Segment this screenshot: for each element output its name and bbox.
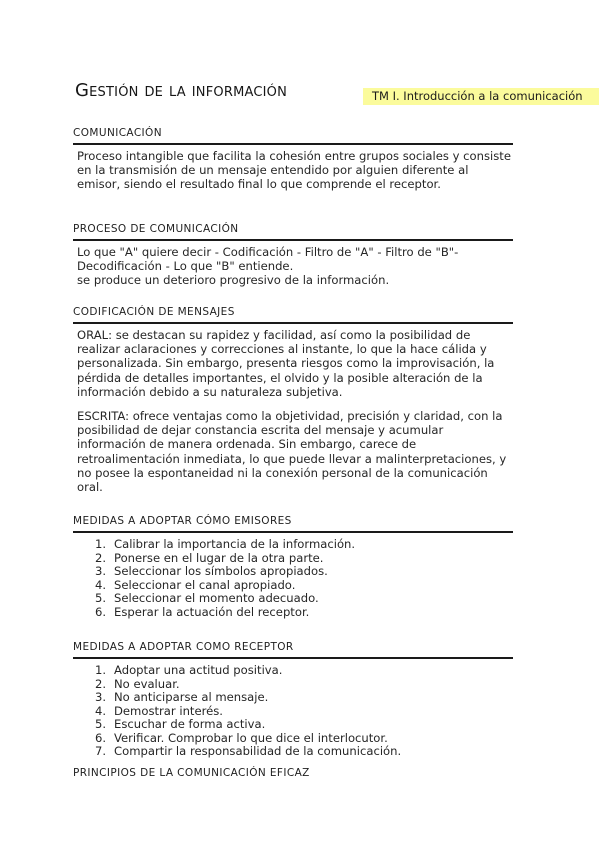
section-heading: CODIFICACIÓN DE MENSAJES: [73, 306, 235, 318]
list-item: 2. Ponerse en el lugar de la otra parte.: [95, 550, 324, 565]
list-item: 1. Calibrar la importancia de la información.: [95, 537, 356, 551]
proceso-line-3: se produce un deterioro progresivo de la información.: [77, 273, 390, 288]
section-heading: MEDIDAS A ADOPTAR CÓMO EMISORES: [73, 515, 292, 527]
emisores-list: [73, 538, 513, 619]
proceso-line-2: Decodificación - Lo que "B" entiende.: [77, 259, 294, 274]
section-divider: [73, 239, 513, 241]
section-body: [77, 149, 513, 192]
list-item: 4. Seleccionar el canal apropiado.: [95, 577, 296, 592]
proceso-line-1: Lo que "A" quiere decir - Codificación - Filtro de "A" - Filtro de "B"-: [77, 245, 459, 259]
section-receptor: [73, 641, 513, 759]
section-body: [77, 245, 513, 288]
section-heading-principios: PRINCIPIOS DE LA COMUNICACIÓN EFICAZ: [73, 767, 310, 779]
section-proceso: [73, 223, 513, 288]
list-item: 1. Adoptar una actitud positiva.: [95, 663, 283, 677]
list-item: 3. Seleccionar los símbolos apropiados.: [95, 564, 328, 578]
list-item: 5. Seleccionar el momento adecuado.: [95, 591, 319, 605]
section-divider: [73, 322, 513, 324]
topic-tag-label: TM I. Introducción a la comunicación: [372, 89, 583, 103]
list-item: 7. Compartir la responsabilidad de la comunicación.: [95, 744, 402, 758]
section-heading: PROCESO DE COMUNICACIÓN: [73, 223, 239, 235]
page-title: Gestión de la información: [75, 80, 288, 101]
topic-tag: [363, 88, 599, 105]
section-heading: MEDIDAS A ADOPTAR COMO RECEPTOR: [73, 641, 294, 653]
oral-paragraph: ORAL: se destacan su rapidez y facilidad, así como la posibilidad de realizar aclaraciones y correcciones al instante, lo que la hace cálida y personalizada. Sin embargo, presenta riesgos como la improvisación, la pérdida de detalles importantes, el olvido y la posible alteración de la información debido a su naturaleza subjetiva.: [77, 328, 495, 399]
section-heading: COMUNICACIÓN: [73, 127, 162, 139]
section-comunicacion: [73, 127, 513, 192]
list-item: 4. Demostrar interés.: [95, 703, 223, 718]
section-divider: [73, 143, 513, 145]
receptor-list: [73, 664, 513, 759]
comunicacion-text: Proceso intangible que facilita la cohesión entre grupos sociales y consiste en la transmisión de un mensaje entendido por alguien diferente al emisor, siendo el resultado final lo que comprende el receptor.: [77, 149, 511, 192]
section-divider: [73, 657, 513, 659]
section-divider: [73, 531, 513, 533]
list-item: 6. Esperar la actuación del receptor.: [95, 604, 310, 619]
section-body: [77, 328, 513, 494]
escrita-paragraph: ESCRITA: ofrece ventajas como la objetividad, precisión y claridad, con la posibilidad de dejar constancia escrita del mensaje y acumular información de manera ordenada. Sin embargo, carece de retroalimentación inmediata, lo que puede llevar a malinterpretaciones, y no posee la espontaneidad ni la conexión personal de la comunicación oral.: [77, 409, 507, 495]
list-item: 5. Escuchar de forma activa.: [95, 717, 266, 731]
list-item: 2. No evaluar.: [95, 676, 180, 691]
list-item: 3. No anticiparse al mensaje.: [95, 690, 269, 704]
section-emisores: [73, 515, 513, 619]
list-item: 6. Verificar. Comprobar lo que dice el interlocutor.: [95, 730, 388, 745]
section-codificacion: [73, 306, 513, 494]
